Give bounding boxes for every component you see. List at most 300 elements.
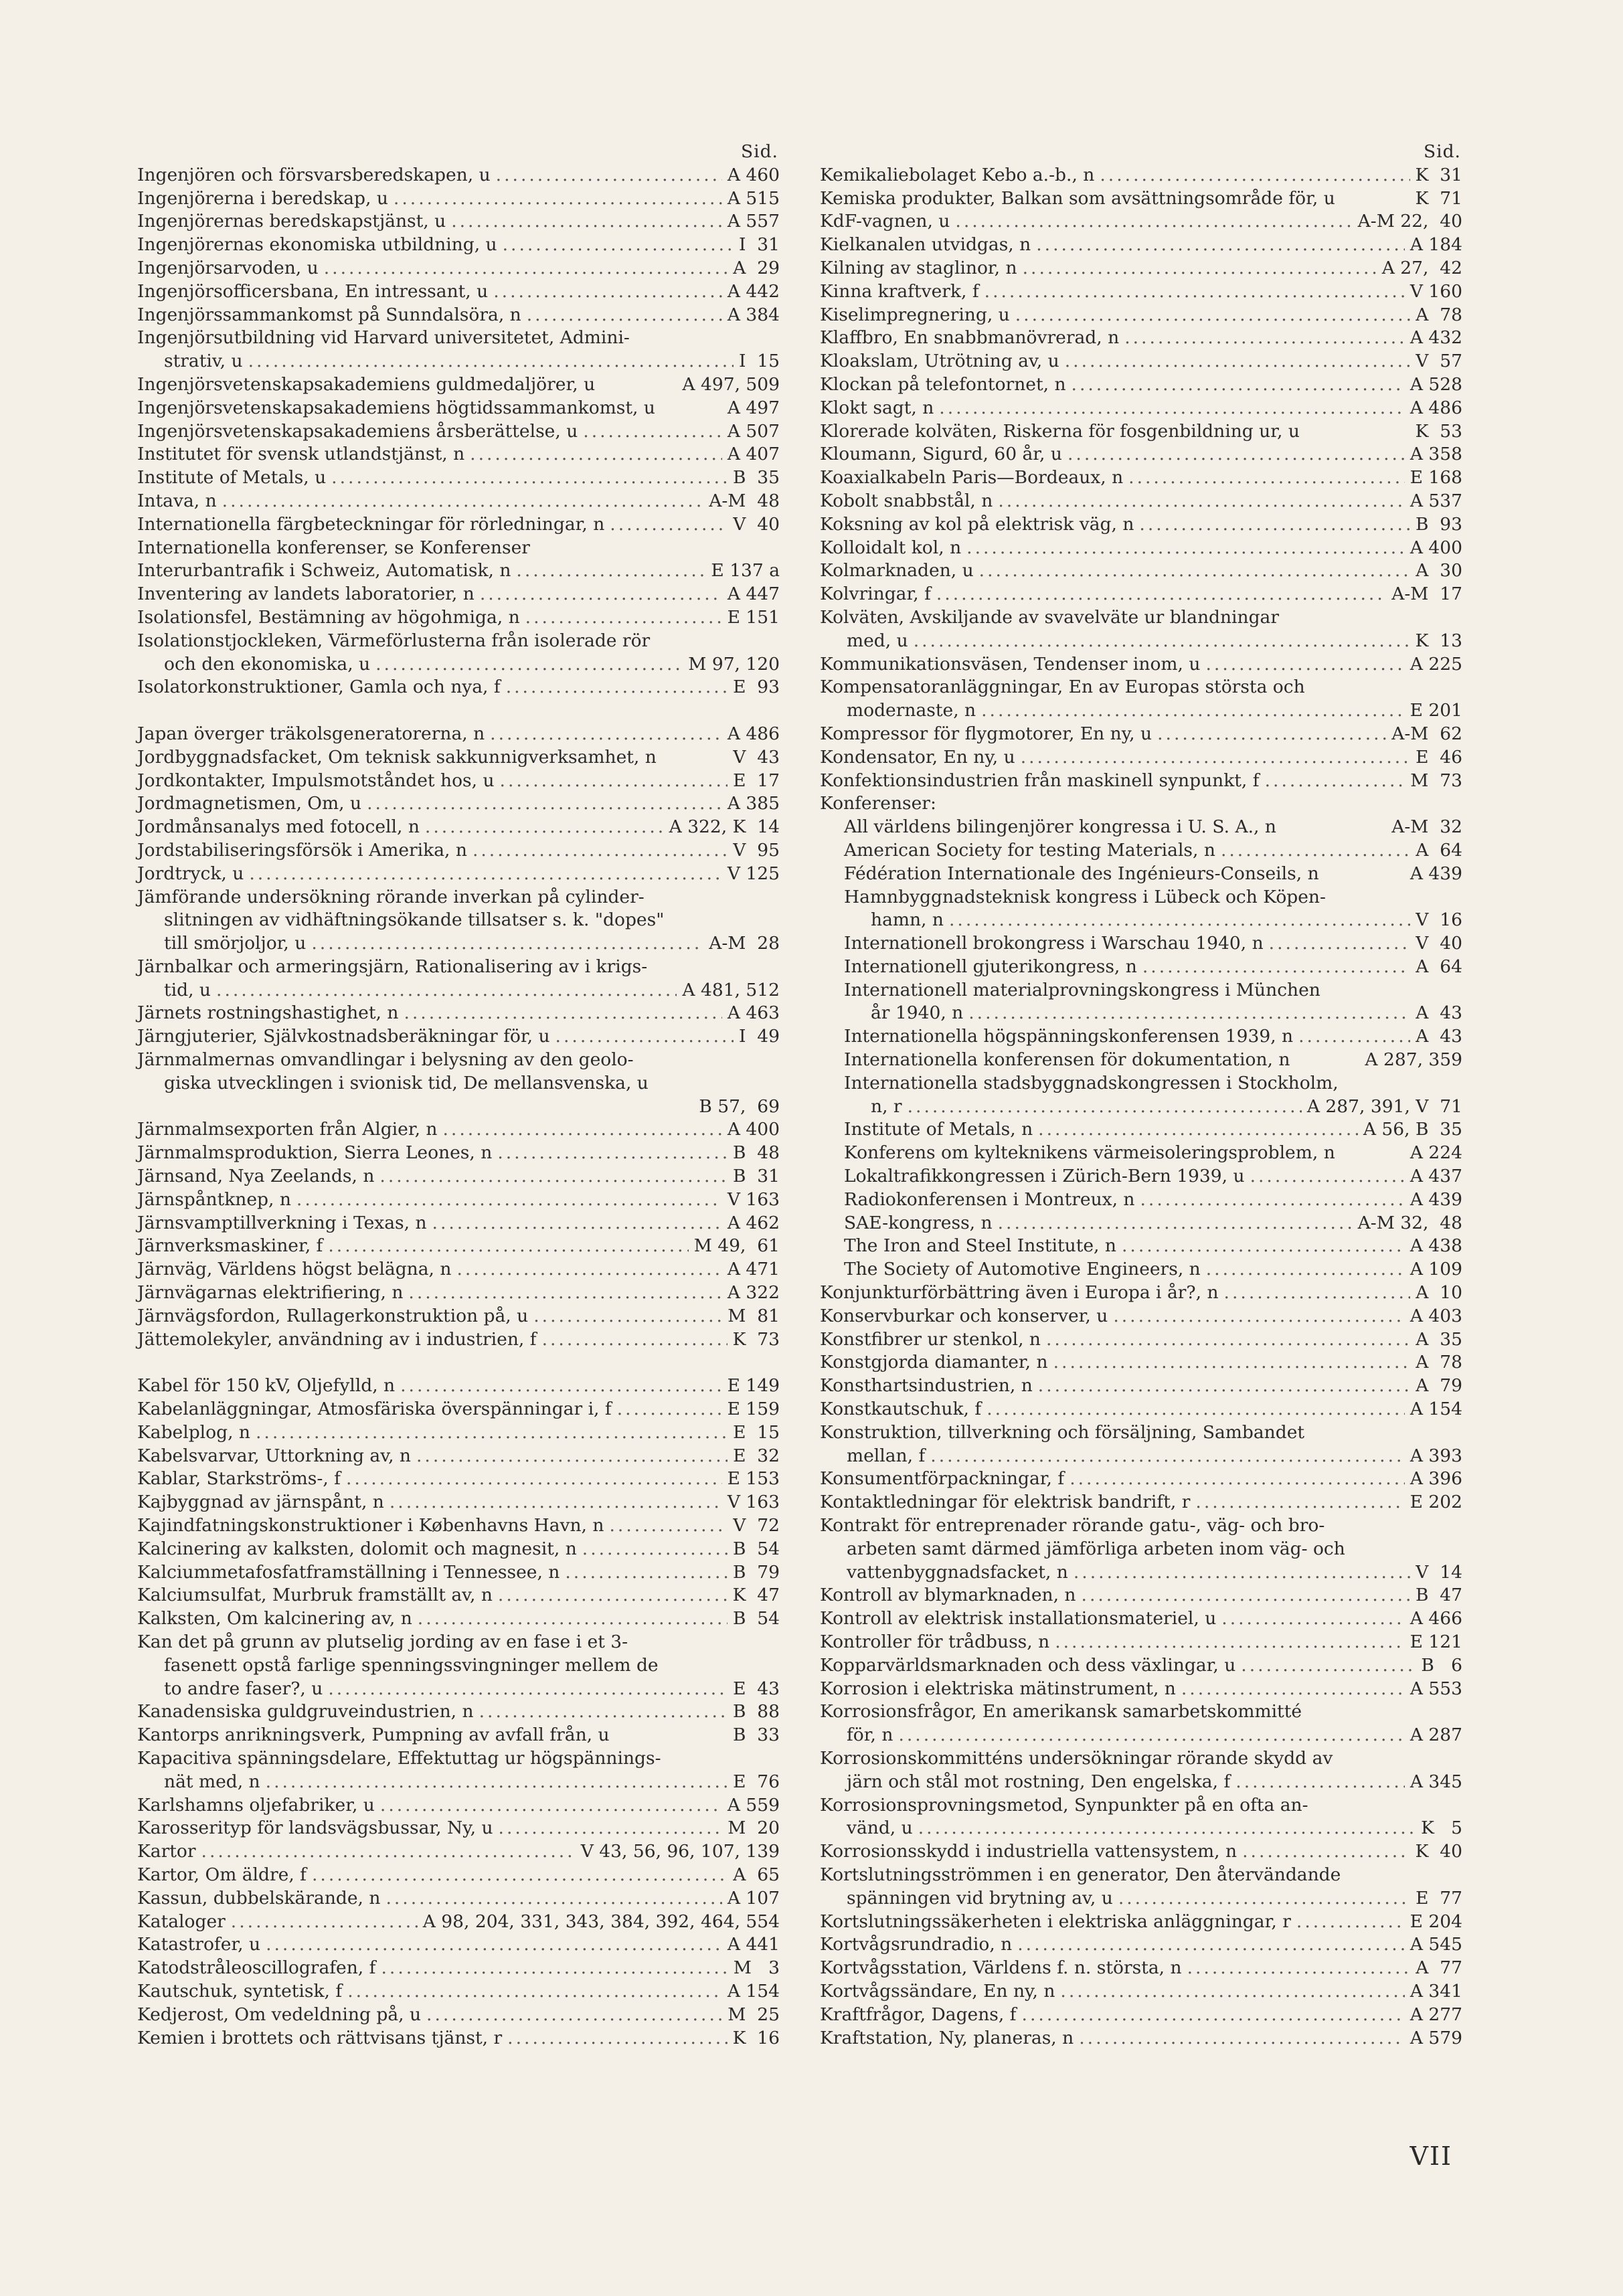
page-ref: V 163 [727, 1188, 780, 1210]
leader-dots [998, 490, 1405, 513]
page-ref: A 225 [1410, 653, 1462, 675]
entry-text: Kalciumsulfat, Murbruk framställt av, n [137, 1585, 493, 1606]
index-entry [137, 1700, 780, 1724]
leader-dots [1079, 2027, 1405, 2050]
index-entry [137, 1817, 780, 1840]
entry-text: Ingenjörsofficersbana, En intressant, u [137, 280, 489, 302]
index-entry [820, 1491, 1462, 1514]
entry-text: Ingenjörsvetenskapsakademiens guldmedaljörer, u [137, 373, 596, 395]
page-ref: A 385 [727, 793, 780, 814]
leader-dots [1046, 1328, 1410, 1352]
page-ref: B 35 [732, 467, 780, 489]
page-ref: A 553 [1410, 1678, 1462, 1699]
page-ref: K 13 [1415, 630, 1462, 651]
page-ref: E 43 [733, 1678, 780, 1699]
leader-dots [248, 350, 734, 373]
index-entry [820, 1700, 1462, 1747]
entry-text: Jordmagnetismen, Om, u [137, 793, 362, 814]
page-ref: A 78 [1416, 1352, 1462, 1373]
index-entry [137, 1258, 780, 1282]
index-entry [137, 1375, 780, 1398]
index-entry [137, 1607, 780, 1631]
entry-text: hamn, n [871, 909, 944, 931]
entry-text: modernaste, n [847, 700, 976, 721]
index-entry [820, 1607, 1462, 1631]
page-ref: A 56, B 35 [1363, 1119, 1462, 1140]
entry-text: Kemikaliebolaget Kebo a.-b., n [820, 164, 1095, 185]
index-entry [137, 1142, 780, 1165]
leader-dots [418, 1607, 728, 1631]
entry-text: Kajindfatningskonstruktioner i Københavns Havn, n [137, 1515, 604, 1536]
leader-dots [1082, 1584, 1410, 1607]
leader-dots [1139, 513, 1410, 537]
leader-dots [222, 490, 704, 513]
leader-dots [516, 559, 705, 583]
index-entry [820, 1188, 1462, 1212]
entry-text: Kortvågsrundradio, n [820, 1934, 1013, 1955]
page-ref: A 437 [1410, 1166, 1462, 1187]
entry-text: Ingenjörernas beredskapstjänst, u [137, 211, 446, 232]
index-entry [820, 1911, 1462, 1934]
leader-dots [1038, 1118, 1358, 1142]
leader-dots [1265, 770, 1405, 793]
index-entry [137, 1002, 780, 1025]
index-entry [820, 397, 1462, 420]
leader-dots [533, 1305, 722, 1328]
leader-dots [451, 210, 722, 234]
entry-text: giska utvecklingen i svionisk tid, De mellansvenska, u [164, 1072, 649, 1093]
page-ref: E 204 [1410, 1911, 1462, 1932]
index-entry [820, 1165, 1462, 1188]
entry-text: Japan överger träkolsgeneratorerna, n [137, 723, 485, 744]
index-entry [137, 1911, 780, 1934]
leader-dots [328, 1678, 728, 1701]
entry-text: Järnverksmaskiner, f [137, 1235, 323, 1257]
leader-dots [328, 1235, 688, 1258]
leader-dots [1072, 373, 1405, 397]
leader-dots [527, 304, 722, 327]
entry-text: Konsthartsindustrien, n [820, 1375, 1033, 1397]
entry-text: Kolväten, Avskiljande av svavelväte ur blandningar [820, 606, 1280, 628]
entry-text: Karlshamns oljefabriker, u [137, 1794, 375, 1816]
leader-dots [249, 863, 722, 886]
leader-dots [324, 257, 728, 280]
leader-dots [231, 1911, 418, 1934]
page-ref: I 15 [738, 351, 780, 372]
entry-text: slitningen av vidhäftningsökande tillsatser s. k. "dopes" [164, 909, 665, 931]
index-entry [137, 420, 780, 444]
entry-text: Hamnbyggnadsteknisk kongress i Lübeck och Köpen- [844, 886, 1326, 907]
entry-text: strativ, u [164, 351, 243, 372]
page-ref: A 463 [727, 1002, 780, 1024]
leader-dots [216, 979, 677, 1002]
page-ref: M 97, 120 [688, 653, 780, 675]
page-ref: A 184 [1410, 234, 1462, 256]
page-ref: E 153 [727, 1468, 780, 1490]
index-entry [137, 863, 780, 886]
entry-text: Klaffbro, En snabbmanövrerad, n [820, 327, 1120, 349]
entry-text: Radiokonferensen i Montreux, n [844, 1188, 1135, 1210]
leader-dots [347, 1980, 722, 2004]
page-ref: M 49, 61 [693, 1235, 780, 1257]
leader-dots [496, 164, 722, 187]
page-ref: A 403 [1410, 1305, 1462, 1326]
entry-text: Internationella stadsbyggnadskongressen i Stockholm, [844, 1072, 1339, 1093]
leader-dots [1157, 723, 1386, 746]
page-ref: V 43 [733, 746, 780, 768]
index-entry [820, 210, 1462, 234]
page-ref: A 224 [1410, 1142, 1462, 1164]
entry-text: Isolatorkonstruktioner, Gamla och nya, f [137, 677, 501, 698]
entry-text: Kedjerost, Om vedeldning på, u [137, 2004, 422, 2025]
leader-dots [490, 723, 722, 746]
entry-text: järn och stål mot rostning, Den engelska, f [847, 1771, 1231, 1792]
page-ref: M 25 [728, 2004, 780, 2025]
index-entry [137, 746, 780, 770]
leader-dots [507, 2027, 727, 2050]
leader-dots [914, 630, 1410, 653]
index-entry [137, 723, 780, 746]
index-entry [137, 583, 780, 606]
index-entry [820, 1957, 1462, 1980]
index-entry [820, 1398, 1462, 1421]
leader-dots [432, 1212, 722, 1235]
index-entry [137, 1049, 780, 1118]
page-ref: A 432 [1410, 327, 1462, 349]
entry-text: Kinna kraftverk, f [820, 280, 979, 302]
leader-dots [416, 1445, 728, 1468]
index-entry [137, 234, 780, 257]
page-ref: V 125 [727, 863, 780, 884]
leader-dots [1055, 1631, 1404, 1654]
page-ref: A 481, 512 [682, 979, 780, 1000]
entry-text: Institutet för svensk utlandstjänst, n [137, 444, 465, 465]
entry-text: Katastrofer, u [137, 1934, 261, 1955]
leader-dots [1118, 1887, 1410, 1911]
entry-text: mellan, f [847, 1445, 926, 1466]
entry-text: Kan det på grunn av plutselig jording av en fase i et 3- [137, 1631, 628, 1652]
page-ref: B 6 [1421, 1654, 1462, 1676]
leader-dots [1221, 1607, 1405, 1631]
index-entry [137, 956, 780, 1002]
entry-text: Kolloidalt kol, n [820, 537, 962, 558]
leader-dots [565, 1561, 728, 1585]
page-ref: V 160 [1410, 280, 1462, 302]
entry-text: Kabelplog, n [137, 1421, 250, 1443]
page-ref: V 72 [733, 1515, 780, 1536]
leader-dots [375, 653, 683, 677]
index-entry [137, 1980, 780, 2004]
index-entry [820, 1421, 1462, 1468]
leader-dots [331, 466, 728, 490]
index-entry [137, 839, 780, 863]
entry-text: Ingenjörsutbildning vid Harvard universitetet, Admini- [137, 327, 630, 349]
index-entry [137, 1025, 780, 1049]
leader-dots [394, 187, 722, 211]
entry-text: Jordbyggnadsfacket, Om teknisk sakkunnigverksamhet, n [137, 746, 657, 768]
index-entry [820, 1142, 1462, 1165]
leader-dots [1250, 1165, 1405, 1188]
entry-text: Kartor, Om äldre, f [137, 1864, 307, 1885]
page-ref: A 154 [1410, 1399, 1462, 1420]
page-ref: A 471 [727, 1259, 780, 1280]
page-ref: V 57 [1416, 351, 1462, 372]
index-entry [820, 1025, 1462, 1049]
index-entry [820, 1049, 1462, 1072]
entry-text: All världens bilingenjörer kongressa i U. S. A., n [844, 816, 1276, 838]
entry-text: Inventering av landets laboratorier, n [137, 584, 475, 605]
leader-dots [609, 1514, 728, 1538]
index-entry [820, 559, 1462, 583]
leader-dots [949, 909, 1410, 932]
page-ref: E 93 [733, 677, 780, 698]
entry-text: KdF-vagnen, u [820, 211, 950, 232]
page-ref: A 64 [1416, 956, 1462, 977]
page-ref: A 486 [727, 723, 780, 744]
entry-text: Internationella högspänningskonferensen 1939, n [844, 1026, 1294, 1047]
page-ref: E 151 [727, 606, 780, 628]
leader-dots [201, 1840, 576, 1864]
leader-dots [1221, 839, 1410, 863]
index-entry [820, 1584, 1462, 1607]
index-entry [820, 770, 1462, 793]
entry-text: Internationell materialprovningskongress i München [844, 979, 1320, 1000]
page-ref: A 79 [1416, 1375, 1462, 1397]
page-ref: A 400 [727, 1119, 780, 1140]
page-ref: A 447 [727, 584, 780, 605]
entry-text: Kabelsvarvar, Uttorkning av, n [137, 1445, 411, 1466]
page-ref: A 287, 359 [1365, 1049, 1462, 1071]
entry-text: vänd, u [847, 1818, 913, 1839]
page-ref: A 322 [727, 1282, 780, 1304]
page-ref: V 95 [733, 839, 780, 861]
leader-dots [1036, 234, 1405, 257]
index-entry [820, 304, 1462, 327]
index-entry [820, 1375, 1462, 1398]
page-ref: A 30 [1416, 560, 1462, 582]
entry-text: Kortslutningsströmmen i en generator, Den återvändande [820, 1864, 1341, 1885]
index-entry [820, 816, 1462, 839]
page-ref: A-M 48 [709, 490, 780, 511]
entry-text: Ingenjörsarvoden, u [137, 257, 319, 278]
page-ref: E 77 [1416, 1887, 1462, 1909]
index-entry [820, 1468, 1462, 1491]
index-column-right [820, 141, 1462, 2050]
index-entry [820, 1212, 1462, 1235]
index-entry [820, 327, 1462, 350]
index-entry [137, 187, 780, 211]
index-entry [820, 1933, 1462, 1957]
index-entry [820, 746, 1462, 770]
entry-text: Klorerade kolväten, Riskerna för fosgenbildning ur, u [820, 420, 1300, 442]
page-ref: A 358 [1410, 444, 1462, 465]
index-entry [137, 397, 780, 420]
page-ref: A 27, 42 [1381, 257, 1462, 278]
entry-text: Kautschuk, syntetisk, f [137, 1980, 343, 2002]
leader-dots [493, 280, 722, 304]
entry-text: Korrosionsprovningsmetod, Synpunkter på en ofta an- [820, 1794, 1308, 1816]
entry-text: Kilning av staglinor, n [820, 257, 1017, 278]
index-entry [820, 792, 1462, 816]
index-entry [137, 1282, 780, 1305]
page-ref: A 43 [1416, 1002, 1462, 1024]
leader-dots [987, 1398, 1405, 1421]
entry-text: Kontroll av elektrisk installationsmateriel, u [820, 1608, 1217, 1629]
index-entry [137, 1235, 780, 1258]
index-entry [137, 1747, 780, 1794]
leader-dots [1074, 1561, 1410, 1585]
entry-text: fasenett opstå farlige spenningssvingninger mellem de [164, 1654, 659, 1676]
entry-text: Kabelanläggningar, Atmosfäriska överspänningar i, f [137, 1399, 612, 1420]
page-ref: A 109 [1410, 1259, 1462, 1280]
page-ref: A 497, 509 [682, 373, 780, 395]
leader-dots [296, 1188, 722, 1212]
index-entry [137, 210, 780, 234]
page-ref: A 43 [1416, 1026, 1462, 1047]
leader-dots [985, 280, 1405, 304]
leader-dots [930, 1445, 1405, 1468]
index-entry [820, 280, 1462, 304]
entry-text: Järnvägarnas elektrifiering, n [137, 1282, 404, 1304]
index-entry [820, 956, 1462, 979]
entry-text: Kemiska produkter, Balkan som avsättningsområde för, u [820, 187, 1335, 209]
page-ref: E 121 [1410, 1631, 1462, 1652]
entry-text: Ingenjörerna i beredskap, u [137, 187, 388, 209]
sid-label: Sid. [740, 141, 778, 162]
leader-dots [998, 1212, 1353, 1235]
index-entry [820, 513, 1462, 537]
index-entry [137, 1188, 780, 1212]
index-column-left [137, 141, 780, 2050]
page-ref: M 20 [728, 1818, 780, 1839]
leader-dots [266, 1771, 728, 1794]
page-ref: A 77 [1416, 1957, 1462, 1979]
page-ref: A 65 [733, 1864, 780, 1885]
entry-text: för, n [847, 1725, 893, 1746]
index-entry [820, 2004, 1462, 2027]
leader-dots [955, 210, 1352, 234]
index-entry [820, 350, 1462, 373]
index-entry [820, 676, 1462, 723]
leader-dots [1023, 257, 1377, 280]
entry-text: Isolationstjockleken, Värmeförlusterna från isolerade rör [137, 630, 651, 651]
leader-dots [379, 1165, 728, 1188]
page-ref: I 49 [738, 1026, 780, 1047]
entry-text: Kontaktledningar för elektrisk bandrift, r [820, 1492, 1191, 1513]
entry-text: Kommunikationsväsen, Tendenser inom, u [820, 653, 1201, 675]
index-entry [137, 1491, 780, 1514]
index-entry [820, 1840, 1462, 1864]
entry-text: Jämförande undersökning rörande inverkan på cylinder- [137, 886, 645, 907]
leader-dots [1206, 1258, 1405, 1282]
entry-text: Kielkanalen utvidgas, n [820, 234, 1031, 256]
entry-text: år 1940, n [871, 1002, 964, 1024]
leader-dots [939, 397, 1405, 420]
entry-text: Kortslutningssäkerheten i elektriska anläggningar, r [820, 1911, 1291, 1932]
leader-dots [400, 1375, 722, 1398]
index-entry [137, 1165, 780, 1188]
entry-text: Järnväg, Världens högst belägna, n [137, 1259, 452, 1280]
page-ref: A 441 [727, 1934, 780, 1955]
page-ref: A-M 32, 48 [1357, 1212, 1462, 1233]
sid-label: Sid. [1423, 141, 1461, 162]
index-entry [820, 1351, 1462, 1375]
index-entry [137, 1840, 780, 1864]
index-entry [820, 1258, 1462, 1282]
page-ref: K 40 [1415, 1841, 1462, 1862]
entry-text: Kantorps anrikningsverk, Pumpning av avfall från, u [137, 1725, 610, 1746]
index-entry [137, 1445, 780, 1468]
entry-text: Korrosionsfrågor, En amerikansk samarbetskommitté [820, 1701, 1302, 1723]
page-ref: A 384 [727, 304, 780, 325]
index-entry [137, 1538, 780, 1561]
entry-text: Kataloger [137, 1911, 226, 1932]
index-entry [820, 1864, 1462, 1911]
entry-text: Konjunkturförbättring även i Europa i år?, n [820, 1282, 1219, 1304]
leader-dots [1296, 1911, 1405, 1934]
entry-text: Järngjuterier, Självkostnadsberäkningar för, u [137, 1026, 550, 1047]
leader-dots [312, 1864, 728, 1887]
index-entry [137, 373, 780, 397]
leader-dots [380, 1794, 722, 1818]
leader-dots [525, 606, 722, 630]
leader-dots [583, 420, 722, 444]
index-entry [137, 513, 780, 537]
page-ref: A 559 [727, 1794, 780, 1816]
leader-dots [256, 1421, 728, 1445]
index-entry [137, 327, 780, 373]
index-entry [137, 676, 780, 699]
leader-dots [1235, 1771, 1405, 1794]
page-ref: A 579 [1410, 2027, 1462, 2048]
entry-text: Kabel för 150 kV, Oljefylld, n [137, 1375, 396, 1397]
index-entry [820, 1282, 1462, 1305]
entry-text: Internationella konferenser, se Konferenser [137, 537, 530, 558]
leader-dots [386, 1887, 721, 1911]
index-entry [820, 466, 1462, 490]
entry-text: The Society of Automotive Engineers, n [844, 1259, 1201, 1280]
page-number: VII [1410, 2141, 1452, 2171]
index-entry [820, 234, 1462, 257]
entry-text: Jordstabiliseringsförsök i Amerika, n [137, 839, 467, 861]
entry-text: Ingenjörernas ekonomiska utbildning, u [137, 234, 497, 256]
index-entry [820, 583, 1462, 606]
page-ref: E 32 [733, 1445, 780, 1466]
entry-text: Lokaltrafikkongressen i Zürich-Bern 1939, u [844, 1166, 1245, 1187]
index-entry [820, 187, 1462, 211]
entry-text: nät med, n [164, 1771, 260, 1792]
index-entry [820, 420, 1462, 444]
entry-text: arbeten samt därmed jämförliga arbeten inom väg- och [847, 1538, 1345, 1559]
entry-text: Järnbalkar och armeringsjärn, Rationalisering av i krigs- [137, 956, 648, 977]
entry-text: Internationella färgbeteckningar för rörledningar, n [137, 513, 605, 535]
index-entry [820, 1072, 1462, 1119]
index-entry [137, 630, 780, 677]
entry-text: Järnets rostningshastighet, n [137, 1002, 399, 1024]
entry-text: Kortvågsstation, Världens f. n. största, n [820, 1957, 1182, 1979]
leader-dots [1070, 1468, 1405, 1491]
index-entry [137, 886, 780, 956]
index-entry [820, 257, 1462, 280]
entry-text: Kobolt snabbstål, n [820, 490, 993, 511]
index-entry [820, 373, 1462, 397]
leader-dots [498, 1584, 728, 1607]
leader-dots [381, 1957, 728, 1980]
leader-dots [1187, 1957, 1411, 1980]
index-entry [137, 792, 780, 816]
page-ref: K 73 [732, 1328, 780, 1350]
entry-text: Kablar, Starkströms-, f [137, 1468, 341, 1490]
